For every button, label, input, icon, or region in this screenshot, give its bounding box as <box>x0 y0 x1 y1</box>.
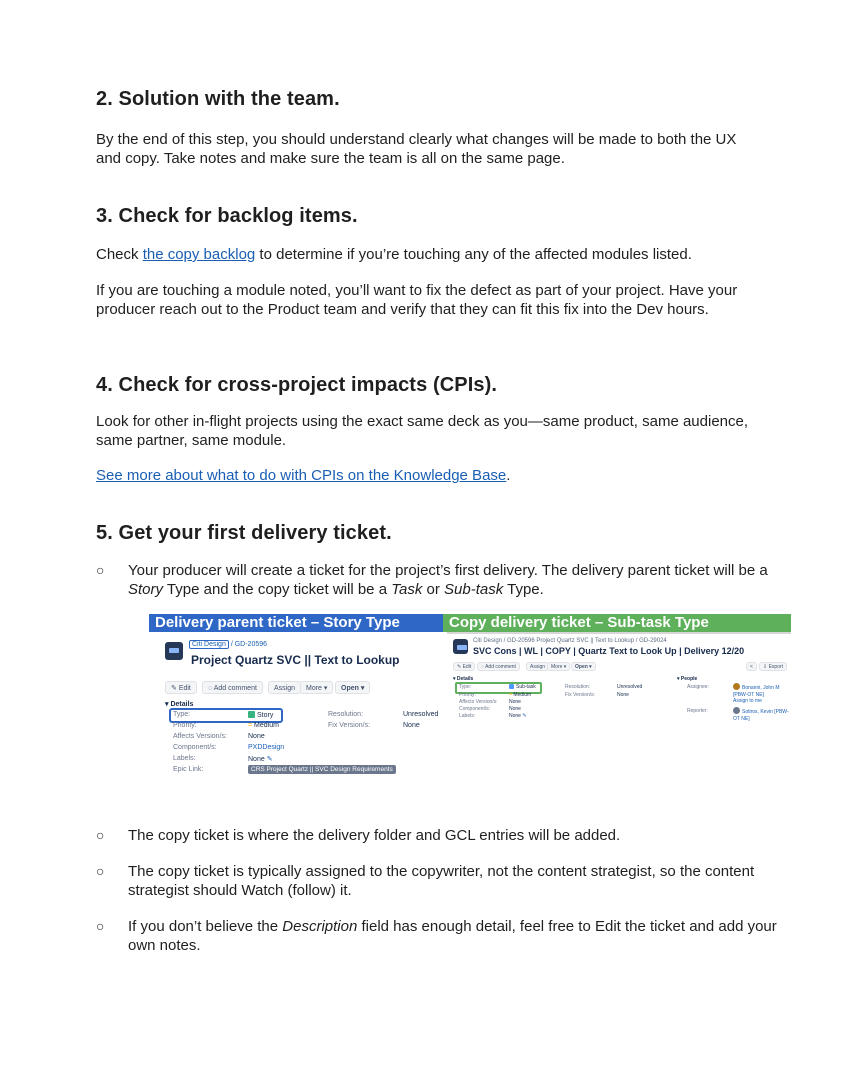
bullet-glyph: ○ <box>96 863 105 879</box>
share-button[interactable]: < <box>746 662 757 671</box>
more-button[interactable]: More ▾ <box>300 681 333 694</box>
list-item <box>76 917 788 955</box>
text-run: Your producer will create a ticket for the project’s first delivery. The delivery parent ticket will be a <box>128 562 768 579</box>
subtask-icon <box>509 684 514 689</box>
priority-label: Priority: <box>173 722 197 729</box>
people-label: People <box>680 676 698 682</box>
labels-text: None <box>509 713 521 719</box>
type-text: Story <box>257 712 274 719</box>
affects-value: None <box>509 699 521 705</box>
story-icon <box>248 711 255 718</box>
issue-title: SVC Cons | WL | COPY | Quartz Text to Look Up | Delivery 12/20 <box>473 646 745 656</box>
section-heading-backlog: 3. Check for backlog items. <box>96 205 358 227</box>
labels-label: Labels: <box>459 713 476 719</box>
details-toggle[interactable] <box>165 700 193 708</box>
copy-backlog-link[interactable]: the copy backlog <box>142 246 256 263</box>
add-comment-label: Add comment <box>485 664 516 670</box>
story-ticket-panel <box>149 632 443 809</box>
breadcrumb-issue-key[interactable]: GD-20596 <box>234 641 268 648</box>
section-heading-cpi: 4. Check for cross-project impacts (CPIs). <box>96 374 497 396</box>
list-item <box>76 561 788 599</box>
text-run: Check <box>96 246 143 263</box>
epic-link-badge[interactable]: CRS Project Quartz || SVC Design Requirements <box>248 765 396 774</box>
priority-value <box>509 692 531 698</box>
text-run: Sub-task <box>444 581 504 598</box>
export-button[interactable]: ⇩ Export <box>759 662 787 671</box>
priority-text: Medium <box>254 722 279 729</box>
type-value <box>509 684 536 690</box>
fix-version-label: Fix Version/s: <box>565 692 596 698</box>
status-open-button[interactable]: Open ▾ <box>571 662 596 671</box>
section-paragraph <box>96 245 756 264</box>
chevron-down-icon: ▾ <box>453 676 456 682</box>
more-button[interactable]: More ▾ <box>547 662 570 671</box>
priority-label: Priority: <box>459 692 476 698</box>
labels-value <box>509 713 527 719</box>
text-run: . <box>506 467 511 484</box>
breadcrumb-separator: / <box>230 641 233 648</box>
text-run: The copy ticket is where the delivery folder and GCL entries will be added. <box>128 827 621 844</box>
affects-label: Affects Version/s: <box>459 699 498 705</box>
bullet-glyph: ○ <box>96 918 105 934</box>
component-value[interactable]: PXDDesign <box>248 744 285 751</box>
list-item <box>76 826 788 845</box>
component-label: Component/s: <box>173 744 217 751</box>
type-text: Sub-task <box>516 684 536 690</box>
assign-to-me-link[interactable]: Assign to me <box>733 698 762 704</box>
edit-label: Edit <box>178 685 191 692</box>
epic-label: Epic Link: <box>173 766 204 773</box>
section-heading-solution: 2. Solution with the team. <box>96 88 340 110</box>
reporter-text: Sotiros, Kevin [PBW-OT NE] <box>733 709 789 722</box>
breadcrumb-project[interactable]: Citi Design <box>189 640 229 649</box>
section-paragraph: Look for other in-flight projects using the exact same deck as you—same product, same audience, same partner, same module. <box>96 413 749 449</box>
breadcrumb[interactable]: Citi Design / GD-20596 Project Quartz SVC || Text to Lookup / GD-29024 <box>473 638 667 644</box>
affects-label: Affects Version/s: <box>173 733 227 740</box>
text-run: If you don’t believe the <box>128 918 283 935</box>
assign-button[interactable]: Assign <box>268 681 301 694</box>
fix-version-label: Fix Version/s: <box>328 722 371 729</box>
details-label: Details <box>170 701 194 708</box>
text-run: Type. <box>503 581 544 598</box>
list-item <box>76 862 788 900</box>
section-paragraph: By the end of this step, you should understand clearly what changes will be made to both the UX and copy. Take notes and make sure the team is all on the same page. <box>96 131 737 167</box>
component-value: None <box>509 706 521 712</box>
text-run: Description <box>282 918 358 935</box>
edit-label: Edit <box>462 664 472 670</box>
text-run: Task <box>391 581 423 598</box>
delivery-parent-header: Delivery parent ticket – Story Type <box>149 614 443 632</box>
section-paragraph <box>96 466 756 485</box>
chevron-down-icon: ▾ <box>677 676 680 682</box>
add-comment-button[interactable]: ◌ Add comment <box>202 681 263 694</box>
type-label: Type: <box>173 711 191 718</box>
issue-title: Project Quartz SVC || Text to Lookup <box>191 653 400 667</box>
priority-value <box>248 722 279 729</box>
affects-value: None <box>248 733 265 740</box>
fix-version-value: None <box>617 692 629 698</box>
priority-text: Medium <box>513 692 532 698</box>
fix-version-value: None <box>403 722 420 729</box>
reporter-label: Reporter: <box>687 708 708 714</box>
text-run: Type and the copy ticket will be a <box>163 581 392 598</box>
edit-button[interactable]: ✎ Edit <box>165 681 197 694</box>
assign-button[interactable]: Assign <box>526 662 549 671</box>
avatar <box>733 683 740 690</box>
priority-medium-icon: = <box>509 692 512 698</box>
assignee-label: Assignee: <box>687 684 709 690</box>
project-avatar-icon <box>453 639 468 654</box>
priority-medium-icon: = <box>248 722 253 729</box>
labels-text: None <box>248 756 265 763</box>
pencil-icon[interactable]: ✎ <box>266 756 273 763</box>
assignee-text: Bonanni, John M [PBW-OT NE] <box>733 685 780 698</box>
chevron-down-icon: ▾ <box>165 701 169 708</box>
status-open-button[interactable]: Open ▾ <box>335 681 370 694</box>
jira-tickets-screenshot <box>149 614 791 809</box>
knowledge-base-link[interactable]: See more about what to do with CPIs on the Knowledge Base <box>96 467 507 484</box>
labels-value <box>248 755 273 763</box>
copy-delivery-header: Copy delivery ticket – Sub-task Type <box>443 614 791 632</box>
text-run: field has enough detail, feel free to Edit the ticket and add your own notes. <box>128 918 777 954</box>
subtask-ticket-panel <box>447 632 791 811</box>
resolution-label: Resolution: <box>565 684 591 690</box>
reporter-value[interactable] <box>733 707 789 723</box>
people-toggle[interactable] <box>677 676 697 682</box>
add-comment-button[interactable]: ◌ Add comment <box>477 662 520 671</box>
export-label: Export <box>768 664 784 670</box>
type-label: Type: <box>459 684 472 690</box>
type-value <box>248 711 273 719</box>
text-run: or <box>422 581 445 598</box>
project-avatar-icon <box>165 642 183 660</box>
text-run: Story <box>128 581 164 598</box>
add-comment-label: Add comment <box>213 685 257 692</box>
text-run: The copy ticket is typically assigned to the copywriter, not the content strategist, so the content strategist should Watch (follow) it. <box>128 863 755 899</box>
assignee-value[interactable] <box>733 683 789 699</box>
edit-button[interactable]: ✎ Edit <box>453 662 475 671</box>
resolution-value: Unresolved <box>403 711 439 718</box>
bullet-glyph: ○ <box>96 827 105 843</box>
details-label: Details <box>456 676 474 682</box>
section-heading-delivery-ticket: 5. Get your first delivery ticket. <box>96 522 392 544</box>
text-run: to determine if you’re touching any of the affected modules listed. <box>255 246 692 263</box>
breadcrumb <box>189 641 267 648</box>
component-label: Component/s: <box>459 706 491 712</box>
resolution-value: Unresolved <box>617 684 643 690</box>
resolution-label: Resolution: <box>328 711 364 718</box>
labels-label: Labels: <box>173 755 196 762</box>
avatar <box>733 707 740 714</box>
bullet-glyph: ○ <box>96 562 105 578</box>
section-paragraph: If you are touching a module noted, you’ll want to fix the defect as part of your project. Have your producer reach out to the Product team and verify that they can fit this fix into the Dev hours. <box>96 282 738 318</box>
pencil-icon[interactable]: ✎ <box>522 713 527 719</box>
